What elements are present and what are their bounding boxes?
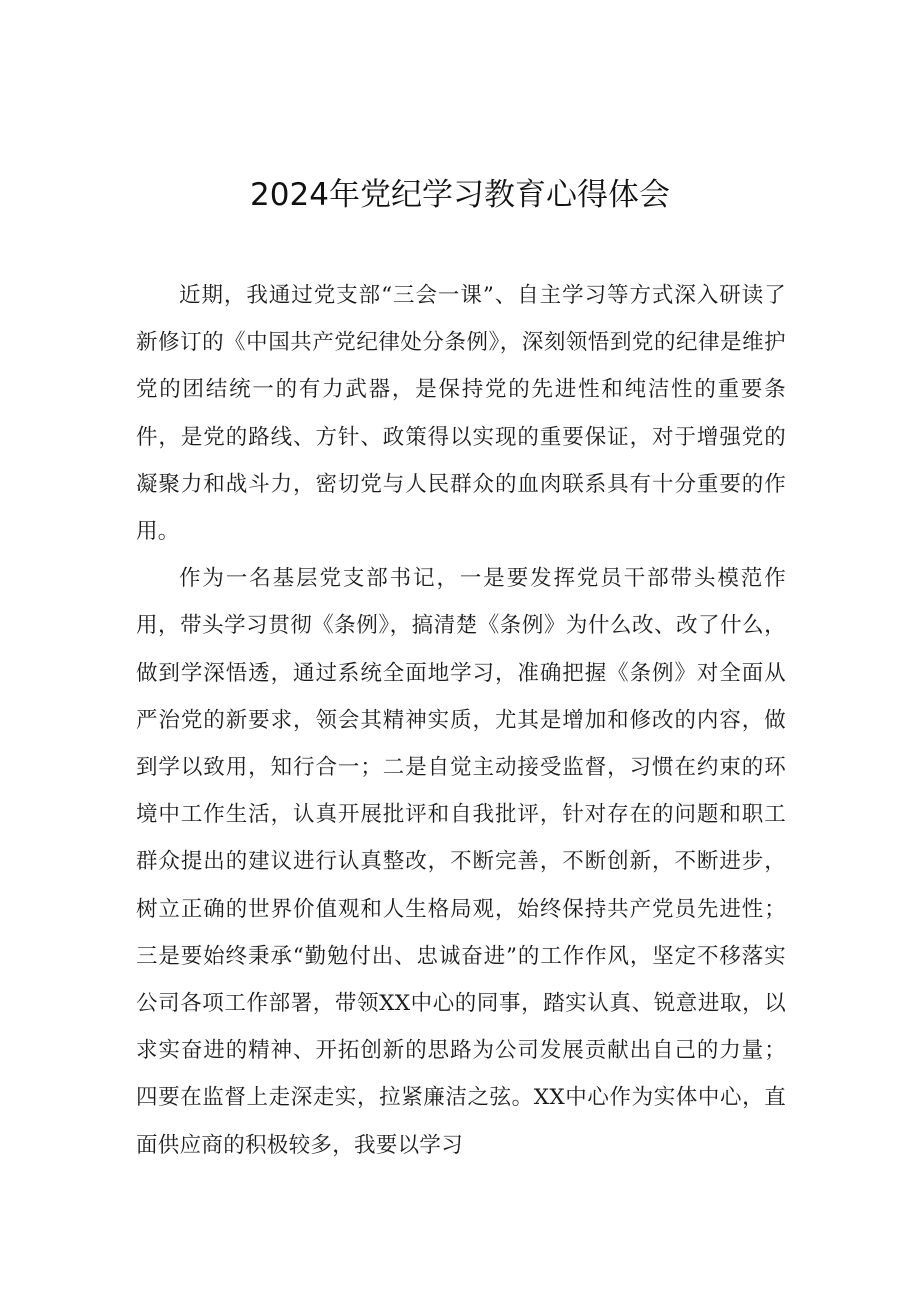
document-body [136, 272, 786, 1169]
document-title: 2024年党纪学习教育心得体会 [250, 177, 670, 213]
paragraph-1: 近期，我通过党支部“三会一课”、自主学习等方式深入研读了新修订的《中国共产党纪律处分条例》，深刻领悟到党的纪律是维护党的团结统一的有力武器，是保持党的先进性和纯洁性的重要条件，是党的路线、方针、政策得以实现的重要保证，对于增强党的凝聚力和战斗力，密切党与人民群众的血肉联系具有十分重要的作用。 [136, 283, 786, 545]
paragraph-2: 作为一名基层党支部书记，一是要发挥党员干部带头模范作用，带头学习贯彻《条例》，搞清楚《条例》为什么改、改了什么，做到学深悟透，通过系统全面地学习，准确把握《条例》对全面从严治党的新要求，领会其精神实质，尤其是增加和修改的内容，做到学以致用，知行合一；二是自觉主动接受监督，习惯在约束的环境中工作生活，认真开展批评和自我批评，针对存在的问题和职工群众提出的建议进行认真整改，不断完善，不断创新，不断进步，树立正确的世界价值观和人生格局观，始终保持共产党员先进性；三是要始终秉承“勤勉付出、忠诚奋进”的工作作风，坚定不移落实公司各项工作部署，带领XX中心的同事，踏实认真、锐意进取，以求实奋进的精神、开拓创新的思路为公司发展贡献出自己的力量；四要在监督上走深走实，拉紧廉洁之弦。XX中心作为实体中心，直面供应商的积极较多，我要以学习 [136, 566, 786, 1158]
